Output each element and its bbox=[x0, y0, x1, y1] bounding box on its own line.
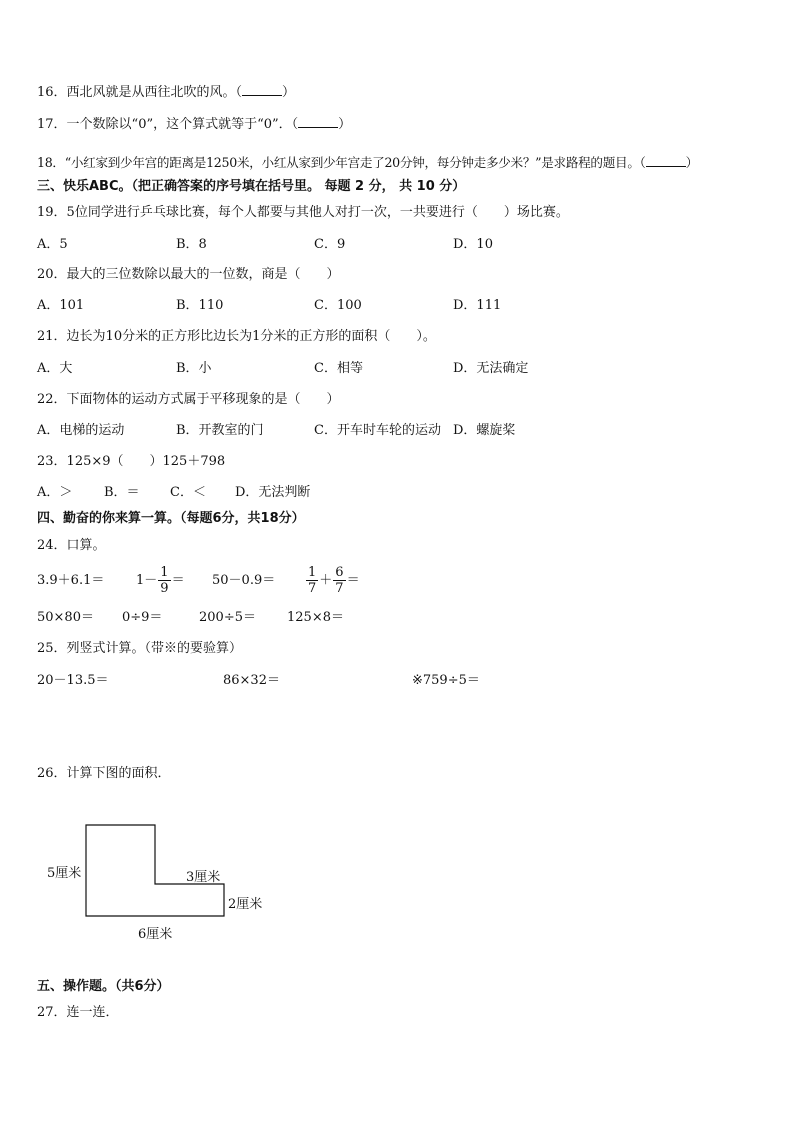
calc-50-minus-0-9: 50－0.9＝ bbox=[212, 573, 276, 588]
label-right-2cm: 2厘米 bbox=[228, 897, 263, 912]
q23-option-d[interactable]: D．无法判断 bbox=[235, 485, 311, 500]
question-21-stem: 21．边长为10分米的正方形比边长为1分米的正方形的面积（ ）。 bbox=[37, 329, 436, 344]
question-17-text: 17．一个数除以“0”，这个算式就等于“0”．（ bbox=[37, 117, 299, 132]
answer-blank-17[interactable] bbox=[298, 115, 338, 128]
q20-option-d[interactable]: D．111 bbox=[453, 298, 502, 313]
q23-option-a[interactable]: A．＞ bbox=[37, 485, 73, 500]
label-left-5cm: 5厘米 bbox=[47, 866, 82, 881]
q22-option-b[interactable]: B．开教室的门 bbox=[176, 423, 264, 438]
fraction-one-seventh: $\frac{1}{7}$ bbox=[308, 565, 317, 596]
question-17: 17．一个数除以“0”，这个算式就等于“0”．（ ） bbox=[37, 117, 352, 132]
q21-option-b[interactable]: B．小 bbox=[176, 361, 212, 376]
q20-option-c[interactable]: C．100 bbox=[314, 298, 362, 313]
question-26-stem: 26．计算下图的面积． bbox=[37, 766, 171, 781]
calc-1-minus-one-ninth: 1－ $\frac{1}{9}$ ＝ bbox=[136, 565, 185, 596]
vertical-calc-1: 20－13.5＝ bbox=[37, 673, 109, 688]
label-bottom-6cm: 6厘米 bbox=[138, 927, 173, 942]
q23-option-b[interactable]: B．＝ bbox=[104, 485, 140, 500]
question-18: 18．“小红家到少年宫的距离是1250米，小红从家到少年宫走了20分钟，每分钟走多少米？”是求路程的题目。（ ） bbox=[37, 155, 698, 170]
answer-blank-18[interactable] bbox=[646, 154, 686, 167]
question-22-stem: 22．下面物体的运动方式属于平移现象的是（ ） bbox=[37, 392, 340, 407]
q23-option-c[interactable]: C．＜ bbox=[170, 485, 206, 500]
answer-blank-16[interactable] bbox=[242, 83, 282, 96]
question-27-stem: 27．连一连． bbox=[37, 1005, 119, 1020]
q21-option-c[interactable]: C．相等 bbox=[314, 361, 363, 376]
q20-option-a[interactable]: A．101 bbox=[37, 298, 85, 313]
label-inner-3cm: 3厘米 bbox=[186, 870, 221, 885]
q20-option-b[interactable]: B．110 bbox=[176, 298, 224, 313]
section-3-heading: 三、快乐ABC。（把正确答案的序号填在括号里。 每题 2 分， 共 10 分） bbox=[37, 179, 466, 194]
q22-option-d[interactable]: D．螺旋桨 bbox=[453, 423, 516, 438]
q19-option-a[interactable]: A．5 bbox=[37, 237, 68, 252]
vertical-calc-2: 86×32＝ bbox=[223, 673, 280, 688]
q19-option-d[interactable]: D．10 bbox=[453, 237, 493, 252]
calc-200-div-5: 200÷5＝ bbox=[199, 610, 256, 625]
calc-0-div-9: 0÷9＝ bbox=[122, 610, 163, 625]
question-20-stem: 20．最大的三位数除以最大的一位数，商是（ ） bbox=[37, 267, 340, 282]
question-18-text: 18．“小红家到少年宫的距离是1250米，小红从家到少年宫走了20分钟，每分钟走多少米？”是求路程的题目。（ bbox=[37, 155, 646, 170]
question-25-stem: 25．列竖式计算。（带※的要验算） bbox=[37, 641, 243, 656]
q21-option-d[interactable]: D．无法确定 bbox=[453, 361, 529, 376]
section-5-heading: 五、操作题。（共6分） bbox=[37, 979, 170, 994]
calc-3-9-plus-6-1: 3.9＋6.1＝ bbox=[37, 573, 105, 588]
question-16-text: 16．西北风就是从西往北吹的风。（ bbox=[37, 85, 243, 100]
section-4-heading: 四、勤奋的你来算一算。（每题6分，共18分） bbox=[37, 511, 305, 526]
q22-option-c[interactable]: C．开车时车轮的运动 bbox=[314, 423, 441, 438]
calc-50-times-80: 50×80＝ bbox=[37, 610, 94, 625]
calc-125-times-8: 125×8＝ bbox=[287, 610, 344, 625]
q21-option-a[interactable]: A．大 bbox=[37, 361, 73, 376]
l-shape-figure bbox=[40, 818, 280, 948]
fraction-six-sevenths: $\frac{6}{7}$ bbox=[335, 565, 344, 596]
q19-option-c[interactable]: C．9 bbox=[314, 237, 346, 252]
vertical-calc-3: ※759÷5＝ bbox=[412, 673, 480, 688]
fraction-one-ninth: $\frac{1}{9}$ bbox=[160, 565, 169, 596]
q19-option-b[interactable]: B．8 bbox=[176, 237, 207, 252]
question-24-stem: 24．口算。 bbox=[37, 538, 106, 553]
q22-option-a[interactable]: A．电梯的运动 bbox=[37, 423, 125, 438]
question-19-stem: 19．5位同学进行乒乓球比赛，每个人都要与其他人对打一次，一共要进行（ ）场比赛。 bbox=[37, 205, 569, 220]
question-16: 16．西北风就是从西往北吹的风。（ ） bbox=[37, 85, 296, 100]
calc-one-seventh-plus-six-sevenths: $\frac{1}{7}$ ＋ $\frac{6}{7}$ ＝ bbox=[308, 565, 360, 596]
question-23-stem: 23．125×9（ ）125＋798 bbox=[37, 454, 226, 469]
